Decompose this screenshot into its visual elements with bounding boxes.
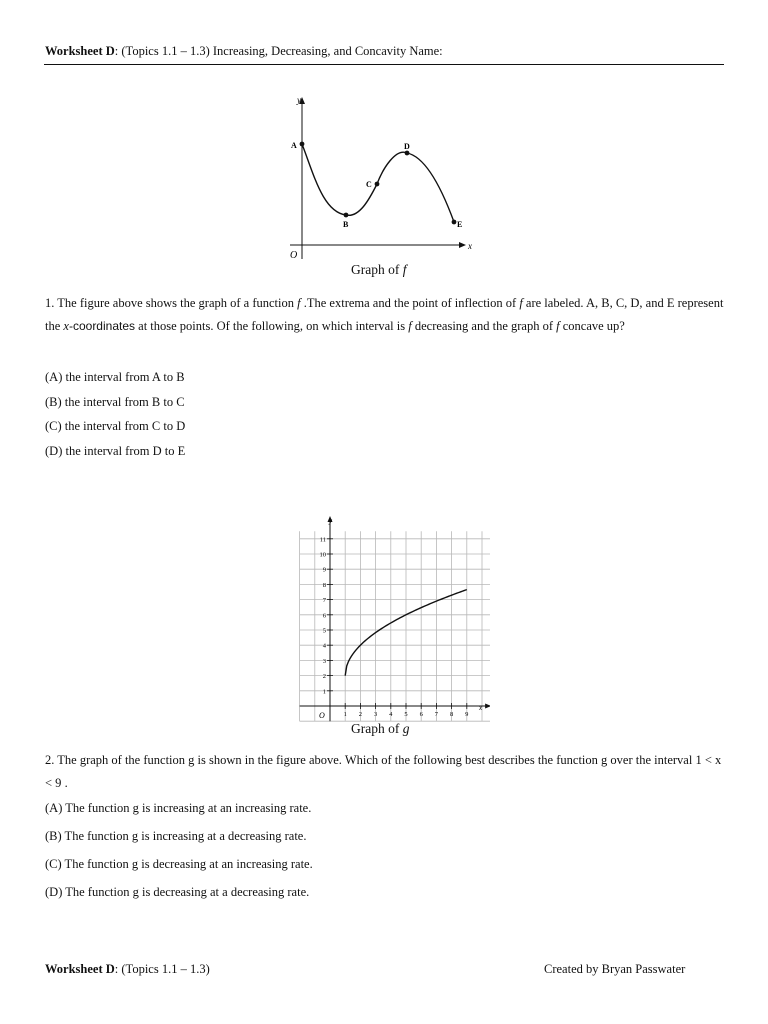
footer-credit: Created by Bryan Passwater [544, 962, 686, 976]
graph-of-g-caption-var: g [402, 721, 410, 736]
question-2-text: 2. The graph of the function g is shown in the figure above. Which of the following best describes the function g over the interval 1 < x < 9 . [45, 753, 722, 790]
g-y-tick-label: 10 [319, 551, 326, 559]
g-x-axis-arrow [485, 704, 490, 709]
q1-choice-a: (A) the interval from A to B [45, 370, 185, 384]
g-y-tick-label: 11 [319, 536, 326, 544]
point-e-label: E [457, 220, 463, 229]
g-x-tick-label: 4 [389, 711, 393, 718]
g-x-tick-label: 1 [343, 711, 347, 718]
q1-choice-d: (D) the interval from D to E [45, 444, 186, 458]
graph-of-g-caption-text: Graph of [351, 721, 403, 736]
point-c-label: C [366, 180, 372, 189]
f-x-axis-arrow [459, 242, 466, 248]
g-y-tick-label: 8 [322, 581, 326, 589]
graph-of-f-caption-var: f [402, 262, 407, 277]
point-a [300, 142, 305, 147]
g-x-tick-label: 7 [434, 711, 439, 718]
f-x-axis-label: x [468, 241, 472, 251]
g-x-tick-label: 6 [419, 711, 423, 718]
q2-choice-d: (D) The function g is decreasing at a decreasing rate. [45, 885, 310, 899]
worksheet-title: Worksheet D [45, 44, 115, 58]
worksheet-header [45, 44, 443, 59]
point-e [452, 220, 457, 225]
point-b-label: B [343, 220, 349, 229]
worksheet-topic: : (Topics 1.1 – 1.3) Increasing, Decreasing, and Concavity Name: [114, 44, 443, 58]
g-y-tick-label: 1 [322, 688, 326, 696]
point-d-label: D [404, 142, 410, 151]
point-a-label: A [291, 141, 297, 150]
graph-of-g-caption [351, 721, 409, 737]
g-x-axis-label: x [479, 704, 483, 712]
f-origin-label: O [290, 250, 298, 261]
point-c [375, 182, 380, 187]
graph-of-f-caption-text: Graph of [351, 262, 403, 277]
g-y-tick-label: 4 [322, 642, 326, 650]
g-y-tick-label: 5 [322, 627, 326, 635]
q1-choice-c: (C) the interval from C to D [45, 419, 186, 433]
header-rule [44, 64, 724, 65]
g-x-tick-label: 8 [449, 711, 454, 718]
g-y-axis-label: y [329, 517, 333, 525]
question-1-text: 1. The figure above shows the graph of a function f .The extrema and the point of inflection of f are labeled. A, B, C, D, and E represent the x-coordinates at those points. Of the following, on which interval is f decreasing and the graph of f concave up? [45, 296, 724, 333]
g-x-tick-label: 5 [404, 711, 408, 718]
g-x-tick-label: 3 [373, 711, 378, 718]
g-y-tick-label: 9 [322, 566, 326, 574]
graph-of-g-figure [285, 512, 490, 722]
graph-of-f-figure [282, 92, 482, 264]
q2-choice-a: (A) The function g is increasing at an increasing rate. [45, 801, 312, 815]
g-y-tick-label: 6 [322, 612, 326, 620]
g-y-tick-label: 2 [322, 673, 326, 681]
g-x-tick-label: 9 [465, 711, 469, 718]
g-origin-label: O [319, 711, 325, 720]
footer-worksheet: Worksheet D: (Topics 1.1 – 1.3) [45, 962, 210, 976]
q2-choice-b: (B) The function g is increasing at a decreasing rate. [45, 829, 307, 843]
point-d [405, 151, 410, 156]
g-x-tick-label: 2 [358, 711, 363, 718]
interval-expression: 1 < x < 9 [45, 753, 722, 790]
g-y-tick-label: 7 [322, 597, 326, 605]
point-b [344, 213, 349, 218]
f-y-axis-label: y [297, 95, 301, 105]
q2-choice-c: (C) The function g is decreasing at an increasing rate. [45, 857, 313, 871]
graph-of-f-caption [351, 262, 407, 278]
q1-choice-b: (B) the interval from B to C [45, 395, 185, 409]
g-y-tick-label: 3 [322, 657, 326, 665]
